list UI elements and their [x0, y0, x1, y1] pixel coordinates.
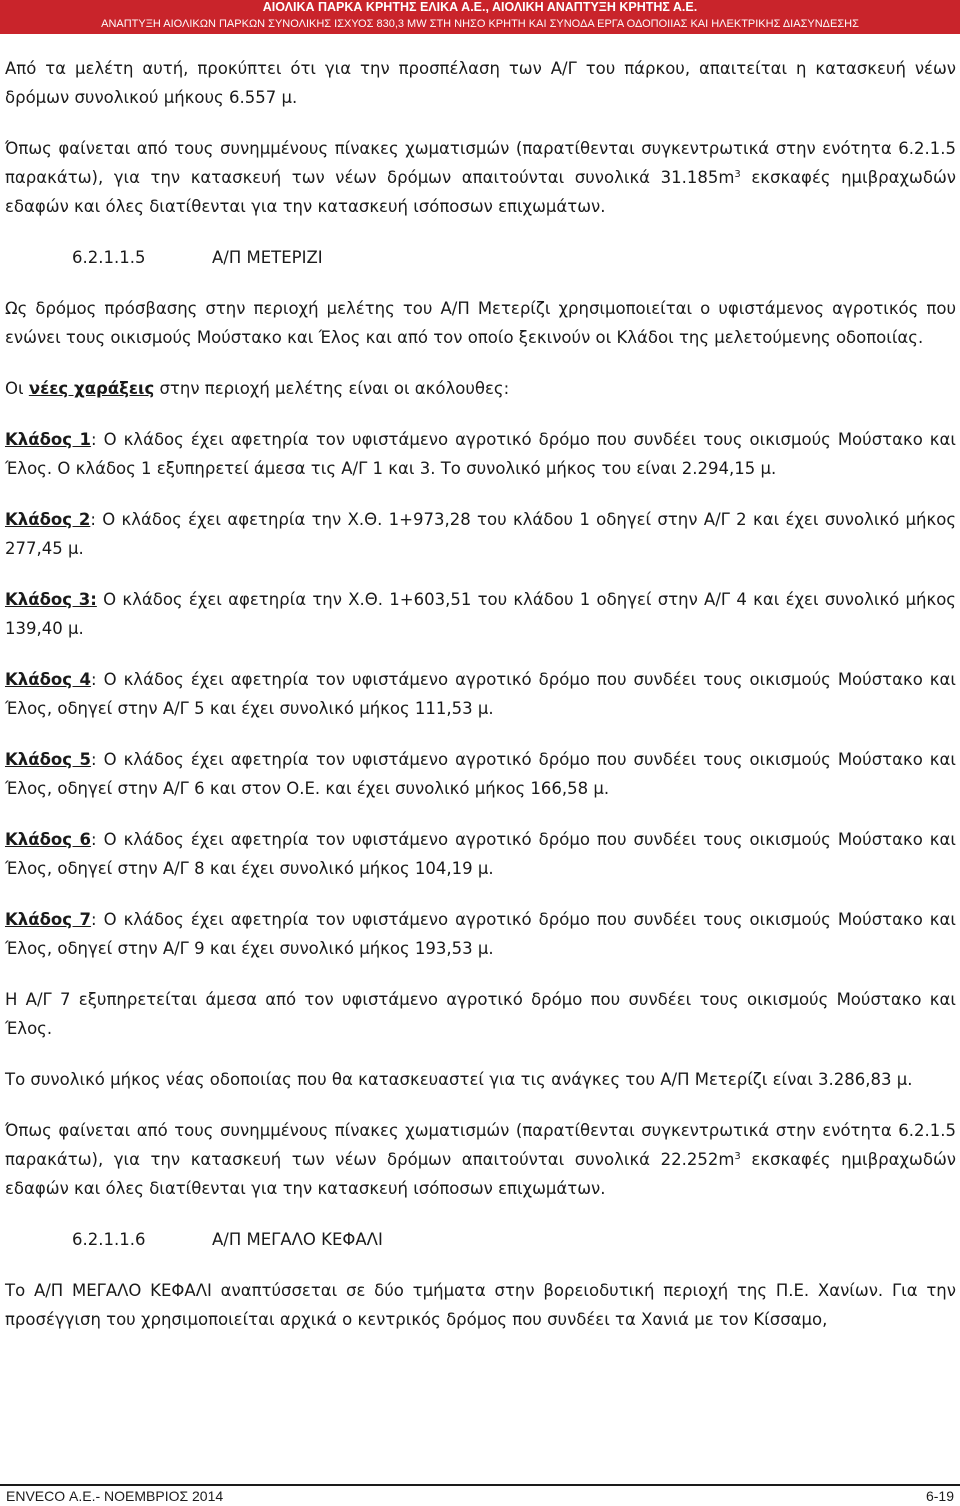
branch-text: : Ο κλάδος έχει αφετηρία την Χ.Θ. 1+973,28 του κλάδου 1 οδηγεί στην Α/Γ 2 και έχει συνολικό μήκος 277,45 μ.	[5, 510, 956, 558]
branch-item	[5, 665, 956, 723]
paragraph-intro: Από τα μελέτη αυτή, προκύπτει ότι για την προσπέλαση των Α/Γ του πάρκου, απαιτείται η κατασκευή νέων δρόμων συνολικού μήκους 6.557 μ.	[5, 59, 956, 107]
branch-item	[5, 745, 956, 803]
branch-item	[5, 505, 956, 563]
document-body	[5, 54, 956, 1334]
paragraph-turbine-7: Η Α/Γ 7 εξυπηρετείται άμεσα από τον υφιστάμενο αγροτικό δρόμο που συνδέει τους οικισμούς Μούστακο και Έλος.	[5, 990, 956, 1038]
header-company-line: ΑΙΟΛΙΚΑ ΠΑΡΚΑ ΚΡΗΤΗΣ ΕΛΙΚΑ Α.Ε., ΑΙΟΛΙΚΗ ΑΝΑΠΤΥΞΗ ΚΡΗΤΗΣ Α.Ε.	[262, 0, 698, 14]
branch-item	[5, 905, 956, 963]
header-project-line: ΑΝΑΠΤΥΞΗ ΑΙΟΛΙΚΩΝ ΠΑΡΚΩΝ ΣΥΝΟΛΙΚΗΣ ΙΣΧΥΟΣ 830,3 MW ΣΤΗ ΝΗΣΟ ΚΡΗΤΗ ΚΑΙ ΣΥΝΟΔΑ ΕΡΓΑ ΟΔΟΠΟΙΙΑΣ ΚΑΙ ΗΛΕΚΤΡΙΚΗΣ ΔΙΑΣΥΝΔΕΣΗΣ	[101, 18, 859, 30]
paragraph-total-length: Το συνολικό μήκος νέας οδοποιίας που θα κατασκευαστεί για τις ανάγκες του Α/Π Μετερίζι είναι 3.286,83 μ.	[5, 1070, 913, 1089]
branch-label: Κλάδος 4	[5, 670, 92, 689]
branch-text: : Ο κλάδος έχει αφετηρία τον υφιστάμενο αγροτικό δρόμο που συνδέει τους οικισμούς Μούστακο και Έλος, οδηγεί στην Α/Γ 8 και έχει συνολικό μήκος 104,19 μ.	[5, 830, 956, 878]
branch-item	[5, 425, 956, 483]
branch-text: : Ο κλάδος έχει αφετηρία τον υφιστάμενο αγροτικό δρόμο που συνδέει τους οικισμούς Μούστακο και Έλος, οδηγεί στην Α/Γ 6 και στον Ο.Ε. και έχει συνολικό μήκος 166,58 μ.	[5, 750, 956, 798]
paragraph-text: Οι	[5, 379, 29, 398]
footer-divider	[0, 1484, 960, 1486]
paragraph-excavation-2	[5, 1116, 956, 1203]
branch-text: : Ο κλάδος έχει αφετηρία τον υφιστάμενο αγροτικό δρόμο που συνδέει τους οικισμούς Μούστακο και Έλος. Ο κλάδος 1 εξυπηρετεί άμεσα τις Α/Γ 1 και 3. Το συνολικό μήκος του είναι 2.294,15 μ.	[5, 430, 956, 478]
document-footer	[0, 1474, 960, 1506]
paragraph-text: εκσκαφές ημιβραχωδών εδαφών και όλες διατίθενται για την κατασκευή ισόποσων επιχωμάτων.	[5, 1150, 956, 1198]
section-heading-meterizi	[5, 243, 956, 272]
branch-text: Ο κλάδος έχει αφετηρία την Χ.Θ. 1+603,51 του κλάδου 1 οδηγεί στην Α/Γ 4 και έχει συνολικό μήκος 139,40 μ.	[5, 590, 956, 638]
branch-text: : Ο κλάδος έχει αφετηρία τον υφιστάμενο αγροτικό δρόμο που συνδέει τους οικισμούς Μούστακο και Έλος, οδηγεί στην Α/Γ 9 και έχει συνολικό μήκος 193,53 μ.	[5, 910, 956, 958]
paragraph-access-road: Ως δρόμος πρόσβασης στην περιοχή μελέτης του Α/Π Μετερίζι χρησιμοποιείται ο υφιστάμενος αγροτικός που ενώνει τους οικισμούς Μούστακο και Έλος και από τον οποίο ξεκινούν οι Κλάδοι της μελετούμενης οδοποιίας.	[5, 299, 956, 347]
branch-label: Κλάδος 1	[5, 430, 92, 449]
paragraph-text: στην περιοχή μελέτης είναι οι ακόλουθες:	[154, 379, 510, 398]
paragraph-excavation-1	[5, 134, 956, 221]
section-number: 6.2.1.1.6	[72, 1230, 146, 1249]
branch-item	[5, 825, 956, 883]
branch-label: Κλάδος 7	[5, 910, 92, 929]
paragraph-megalo-kefali: Το Α/Π ΜΕΓΑΛΟ ΚΕΦΑΛΙ αναπτύσσεται σε δύο τμήματα στην βορειοδυτική περιοχή της Π.Ε. Χανίων. Για την προσέγγιση του χρησιμοποιείται αρχικά ο κεντρικός δρόμος που συνδέει τα Χανιά με τον Κίσσαμο,	[5, 1281, 956, 1329]
paragraph-text: Όπως φαίνεται από τους συνημμένους πίνακες χωματισμών (παρατίθενται συγκεντρωτικά στην ενότητα 6.2.1.5 παρακάτω), για την κατασκευή των νέων δρόμων απαιτούνται συνολικά 22.252m	[5, 1121, 956, 1169]
branch-label: Κλάδος 5	[5, 750, 92, 769]
branch-label: Κλάδος 2	[5, 510, 91, 529]
paragraph-text: εκσκαφές ημιβραχωδών εδαφών και όλες διατίθενται για την κατασκευή ισόποσων επιχωμάτων.	[5, 168, 956, 216]
section-title: Α/Π ΜΕΓΑΛΟ ΚΕΦΑΛΙ	[212, 1230, 383, 1249]
document-header	[0, 0, 960, 34]
branch-label: Κλάδος 6	[5, 830, 92, 849]
branch-label: Κλάδος 3:	[5, 590, 97, 609]
section-title: Α/Π ΜΕΤΕΡΙΖΙ	[212, 248, 323, 267]
paragraph-text: Όπως φαίνεται από τους συνημμένους πίνακες χωματισμών (παρατίθενται συγκεντρωτικά στην ενότητα 6.2.1.5 παρακάτω), για την κατασκευή των νέων δρόμων απαιτούνται συνολικά 31.185m	[5, 139, 956, 187]
section-number: 6.2.1.1.5	[72, 248, 146, 267]
emphasis-new-alignments: νέες χαράξεις	[28, 379, 155, 398]
superscript: 3	[734, 169, 741, 180]
footer-company-date: ENVECO Α.Ε.- ΝΟΕΜΒΡΙΟΣ 2014	[6, 1488, 224, 1504]
branch-text: : Ο κλάδος έχει αφετηρία τον υφιστάμενο αγροτικό δρόμο που συνδέει τους οικισμούς Μούστακο και Έλος, οδηγεί στην Α/Γ 5 και έχει συνολικό μήκος 111,53 μ.	[5, 670, 956, 718]
paragraph-new-alignments	[5, 374, 956, 403]
branch-item	[5, 585, 956, 643]
footer-page-number: 6-19	[925, 1488, 954, 1504]
superscript: 3	[734, 1151, 741, 1162]
section-heading-megalo-kefali	[5, 1225, 956, 1254]
